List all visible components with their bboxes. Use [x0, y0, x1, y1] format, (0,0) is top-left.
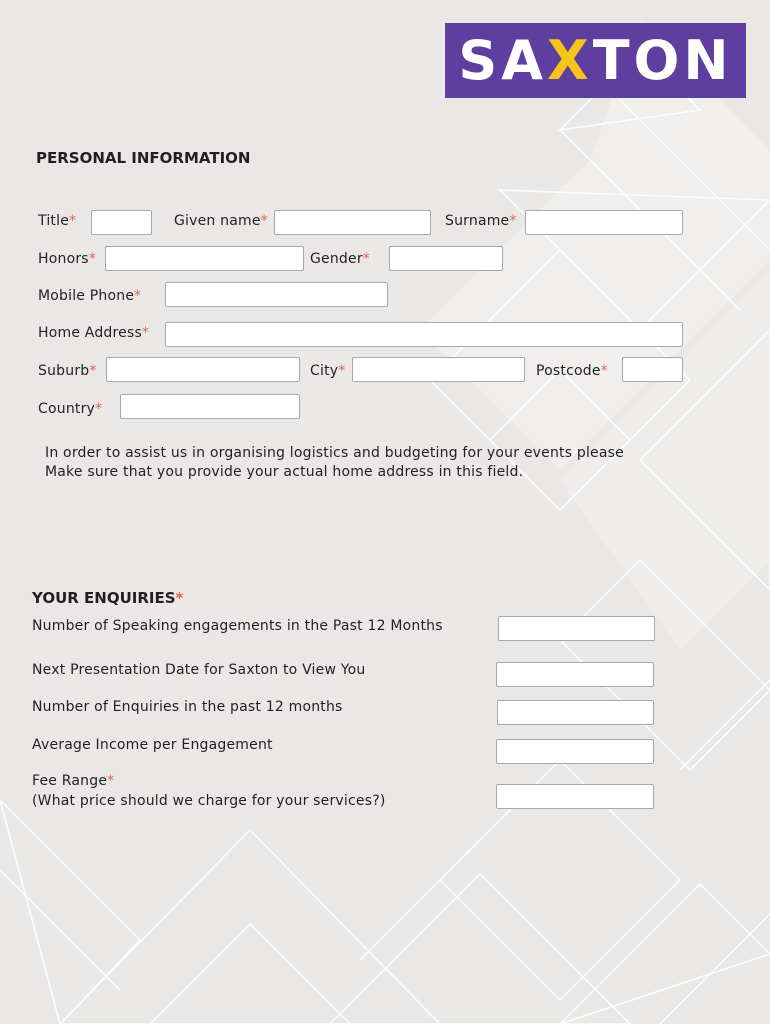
- mobile-phone-field[interactable]: [165, 282, 388, 307]
- your-enquiries-heading: YOUR ENQUIRIES*: [32, 589, 184, 607]
- mobile-phone-label: Mobile Phone*: [38, 288, 142, 304]
- personal-information-heading: PERSONAL INFORMATION: [36, 149, 251, 167]
- speaking-engagements-field[interactable]: [498, 616, 655, 641]
- next-presentation-field[interactable]: [496, 662, 654, 687]
- logo-x-mark: X: [547, 29, 593, 92]
- home-address-label: Home Address*: [38, 325, 150, 341]
- speaking-engagements-label: Number of Speaking engagements in the Past 12 Months: [32, 618, 443, 634]
- country-field[interactable]: [120, 394, 300, 419]
- suburb-label: Suburb*: [38, 363, 97, 379]
- address-note-line-2: Make sure that you provide your actual home address in this field.: [45, 464, 524, 480]
- home-address-field[interactable]: [165, 322, 683, 347]
- address-note: [45, 444, 685, 482]
- city-field[interactable]: [352, 357, 525, 382]
- postcode-label: Postcode*: [536, 363, 608, 379]
- average-income-label: Average Income per Engagement: [32, 737, 273, 753]
- honors-label: Honors*: [38, 251, 96, 267]
- city-label: City*: [310, 363, 346, 379]
- country-label: Country*: [38, 401, 103, 417]
- num-enquiries-label: Number of Enquiries in the past 12 months: [32, 699, 343, 715]
- next-presentation-label: Next Presentation Date for Saxton to View You: [32, 662, 366, 678]
- title-field[interactable]: [91, 210, 152, 235]
- fee-range-sublabel: (What price should we charge for your services?): [32, 793, 386, 809]
- gender-field[interactable]: [389, 246, 503, 271]
- fee-range-label: Fee Range*: [32, 773, 115, 789]
- average-income-field[interactable]: [496, 739, 654, 764]
- address-note-line-1: In order to assist us in organising logistics and budgeting for your events please: [45, 445, 624, 461]
- fee-range-field[interactable]: [496, 784, 654, 809]
- title-label: Title*: [38, 213, 77, 229]
- surname-label: Surname*: [445, 213, 517, 229]
- suburb-field[interactable]: [106, 357, 300, 382]
- saxton-logo: SA X TON: [445, 23, 746, 98]
- honors-field[interactable]: [105, 246, 304, 271]
- surname-field[interactable]: [525, 210, 683, 235]
- gender-label: Gender*: [310, 251, 370, 267]
- given-name-field[interactable]: [274, 210, 431, 235]
- postcode-field[interactable]: [622, 357, 683, 382]
- given-name-label: Given name*: [174, 213, 268, 229]
- num-enquiries-field[interactable]: [497, 700, 654, 725]
